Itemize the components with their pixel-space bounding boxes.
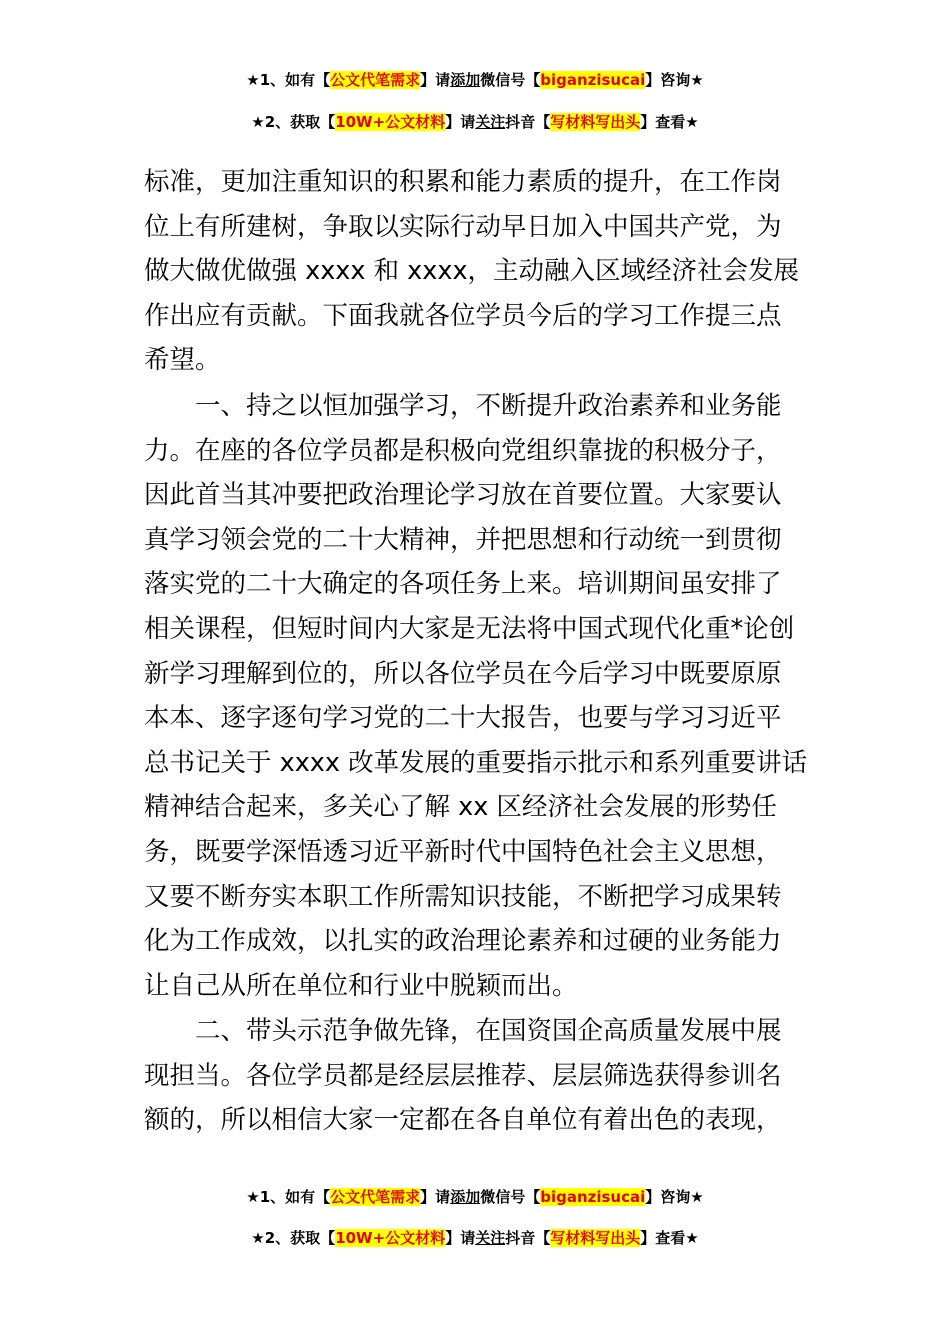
text-line: 作出应有贡献。下面我就各位学员今后的学习工作提三点: [144, 300, 782, 331]
promo-wechat-id: biganzisucai: [540, 71, 646, 89]
text-line: 又要不断夯实本职工作所需知识技能，不断把学习成果转: [144, 881, 782, 912]
document-body: [144, 160, 814, 1144]
footer-promo-line-1: [0, 1186, 950, 1208]
text-line: 力。在座的各位学员都是积极向党组织靠拢的积极分子，: [144, 435, 782, 466]
text-line: 本本、逐字逐句学习党的二十大报告，也要与学习习近平: [144, 703, 782, 734]
promo-highlight: 10W+公文材料: [335, 113, 446, 131]
text-line: 让自己从所在单位和行业中脱颖而出。: [144, 970, 578, 1001]
promo-text: 微信号【: [480, 1188, 541, 1206]
promo-underline: 添加: [450, 71, 481, 89]
promo-underline: 添加: [450, 1188, 481, 1206]
promo-text: 微信号【: [480, 71, 541, 89]
footer-promo-line-2: [0, 1227, 950, 1249]
promo-douyin-id: 写材料写出头: [550, 113, 641, 131]
header-promo-line-2: [0, 111, 950, 133]
promo-douyin-id: 写材料写出头: [550, 1229, 641, 1247]
text-line: 精神结合起来，多关心了解 xx 区经济社会发展的形势任: [144, 792, 777, 823]
paragraph-1: [144, 160, 814, 383]
promo-text: 】查看★: [640, 113, 699, 131]
promo-text: ★1、如有【: [246, 1188, 331, 1206]
text-line: 化为工作成效，以扎实的政治理论素养和过硬的业务能力: [144, 926, 782, 957]
promo-text: 】咨询★: [645, 1188, 704, 1206]
promo-text: ★2、获取【: [251, 113, 336, 131]
promo-text: 】请: [420, 71, 451, 89]
promo-highlight: 公文代笔需求: [330, 1188, 421, 1206]
text-line: 做大做优做强 xxxx 和 xxxx，主动融入区域经济社会发展: [144, 256, 800, 287]
promo-text: 】请: [445, 113, 476, 131]
text-line: 落实党的二十大确定的各项任务上来。培训期间虽安排了: [144, 569, 782, 600]
promo-underline: 关注: [475, 113, 506, 131]
promo-highlight: 公文代笔需求: [330, 71, 421, 89]
promo-highlight: 10W+公文材料: [335, 1229, 446, 1247]
promo-text: ★1、如有【: [246, 71, 331, 89]
text-line: 位上有所建树，争取以实际行动早日加入中国共产党，为: [144, 211, 782, 242]
text-line: 希望。: [144, 345, 221, 376]
header-promo-line-1: [0, 69, 950, 91]
text-line: 真学习领会党的二十大精神，并把思想和行动统一到贯彻: [144, 524, 782, 555]
text-line: 相关课程，但短时间内大家是无法将中国式现代化重*论创: [144, 613, 795, 644]
text-line: 总书记关于 xxxx 改革发展的重要指示批示和系列重要讲话: [144, 747, 808, 778]
promo-text: 】查看★: [640, 1229, 699, 1247]
promo-text: 】请: [445, 1229, 476, 1247]
promo-text: 抖音【: [505, 113, 551, 131]
promo-text: 抖音【: [505, 1229, 551, 1247]
promo-underline: 关注: [475, 1229, 506, 1247]
text-line: 新学习理解到位的，所以各位学员在今后学习中既要原原: [144, 658, 782, 689]
text-line: 因此首当其冲要把政治理论学习放在首要位置。大家要认: [144, 480, 782, 511]
text-line: 额的，所以相信大家一定都在各自单位有着出色的表现，: [144, 1105, 782, 1136]
text-line: 务，既要学深悟透习近平新时代中国特色社会主义思想，: [144, 836, 782, 867]
promo-wechat-id: biganzisucai: [540, 1188, 646, 1206]
text-line: 二、带头示范争做先锋，在国资国企高质量发展中展: [195, 1016, 782, 1047]
paragraph-2: [144, 384, 814, 1008]
promo-text: ★2、获取【: [251, 1229, 336, 1247]
promo-text: 】请: [420, 1188, 451, 1206]
text-line: 一、持之以恒加强学习，不断提升政治素养和业务能: [195, 390, 782, 421]
text-line: 标准，更加注重知识的积累和能力素质的提升，在工作岗: [144, 167, 782, 197]
text-line: 现担当。各位学员都是经层层推荐、层层筛选获得参训名: [144, 1060, 782, 1091]
paragraph-3: [144, 1009, 814, 1143]
promo-text: 】咨询★: [645, 71, 704, 89]
